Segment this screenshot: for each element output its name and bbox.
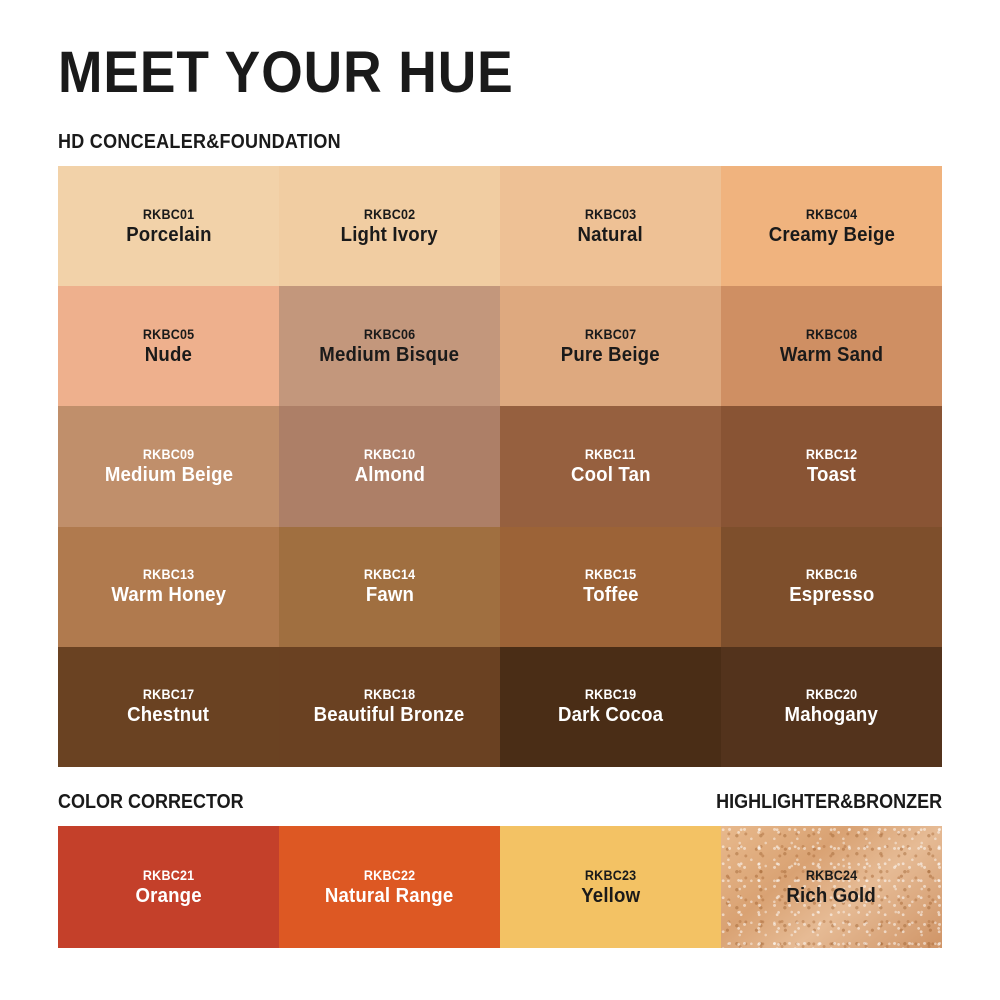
- swatch-name: Warm Sand: [779, 343, 884, 366]
- swatch-tile[interactable]: [500, 166, 721, 286]
- swatch-name: Mahogany: [784, 704, 879, 727]
- swatch-code: RKBC16: [805, 567, 858, 583]
- swatch-tile[interactable]: [721, 406, 942, 526]
- swatch-name: Toast: [806, 463, 857, 486]
- swatch-tile[interactable]: [721, 166, 942, 286]
- swatch-tile[interactable]: [58, 406, 279, 526]
- swatch-code: RKBC04: [805, 206, 858, 222]
- bottom-section-labels: [58, 791, 942, 817]
- swatch-name: Orange: [135, 884, 202, 907]
- swatch-tile[interactable]: [500, 527, 721, 647]
- swatch-name: Warm Honey: [111, 584, 226, 607]
- swatch-name: Porcelain: [125, 223, 212, 246]
- swatch-tile[interactable]: [279, 647, 500, 767]
- swatch-code: RKBC08: [805, 326, 858, 342]
- swatch-tile[interactable]: [279, 406, 500, 526]
- swatch-name: Yellow: [580, 884, 640, 907]
- swatch-tile[interactable]: [58, 527, 279, 647]
- swatch-name: Rich Gold: [786, 884, 877, 907]
- swatch-code: RKBC01: [142, 206, 195, 222]
- page-title: MEET YOUR HUE: [58, 40, 514, 105]
- swatch-code: RKBC22: [363, 867, 416, 883]
- swatch-code: RKBC15: [584, 567, 637, 583]
- swatch-tile[interactable]: [500, 647, 721, 767]
- bottom-swatch-grid: [58, 826, 942, 948]
- swatch-tile[interactable]: [58, 826, 279, 948]
- swatch-tile[interactable]: [721, 826, 942, 948]
- swatch-tile[interactable]: [500, 826, 721, 948]
- swatch-tile[interactable]: [721, 286, 942, 406]
- swatch-code: RKBC24: [805, 867, 858, 883]
- swatch-name: Pure Beige: [560, 343, 661, 366]
- swatch-tile[interactable]: [279, 286, 500, 406]
- swatch-tile[interactable]: [500, 406, 721, 526]
- swatch-tile[interactable]: [500, 286, 721, 406]
- swatch-code: RKBC14: [363, 567, 416, 583]
- swatch-code: RKBC17: [142, 687, 195, 703]
- swatch-tile[interactable]: [721, 647, 942, 767]
- swatch-name: Dark Cocoa: [557, 704, 664, 727]
- swatch-name: Nude: [144, 343, 193, 366]
- foundation-swatch-grid: [58, 166, 942, 767]
- swatch-code: RKBC12: [805, 446, 858, 462]
- swatch-name: Creamy Beige: [768, 223, 895, 246]
- swatch-name: Medium Beige: [104, 463, 233, 486]
- swatch-name: Chestnut: [127, 704, 210, 727]
- section-subtitle: HD CONCEALER&FOUNDATION: [58, 131, 341, 153]
- swatch-tile[interactable]: [721, 527, 942, 647]
- swatch-tile[interactable]: [58, 286, 279, 406]
- swatch-name: Toffee: [582, 584, 639, 607]
- swatch-tile[interactable]: [279, 527, 500, 647]
- swatch-name: Natural Range: [325, 884, 454, 907]
- swatch-name: Espresso: [788, 584, 875, 607]
- swatch-code: RKBC02: [363, 206, 416, 222]
- highlighter-bronzer-label: HIGHLIGHTER&BRONZER: [716, 791, 942, 813]
- swatch-tile[interactable]: [58, 166, 279, 286]
- swatch-name: Almond: [354, 463, 425, 486]
- color-corrector-label: COLOR CORRECTOR: [58, 791, 244, 813]
- swatch-code: RKBC21: [142, 867, 195, 883]
- swatch-tile[interactable]: [279, 826, 500, 948]
- swatch-name: Medium Bisque: [319, 343, 460, 366]
- swatch-tile[interactable]: [279, 166, 500, 286]
- swatch-code: RKBC13: [142, 567, 195, 583]
- swatch-code: RKBC09: [142, 446, 195, 462]
- swatch-code: RKBC07: [584, 326, 637, 342]
- swatch-tile[interactable]: [58, 647, 279, 767]
- swatch-code: RKBC10: [363, 446, 416, 462]
- swatch-name: Fawn: [365, 584, 414, 607]
- swatch-code: RKBC20: [805, 687, 858, 703]
- swatch-code: RKBC11: [585, 446, 636, 462]
- swatch-code: RKBC19: [584, 687, 637, 703]
- swatch-code: RKBC05: [142, 326, 195, 342]
- swatch-name: Cool Tan: [570, 463, 651, 486]
- swatch-code: RKBC18: [363, 687, 416, 703]
- swatch-code: RKBC03: [584, 206, 637, 222]
- swatch-name: Natural: [577, 223, 644, 246]
- swatch-name: Beautiful Bronze: [314, 704, 465, 727]
- swatch-name: Light Ivory: [340, 223, 439, 246]
- swatch-code: RKBC06: [363, 326, 416, 342]
- swatch-code: RKBC23: [584, 867, 637, 883]
